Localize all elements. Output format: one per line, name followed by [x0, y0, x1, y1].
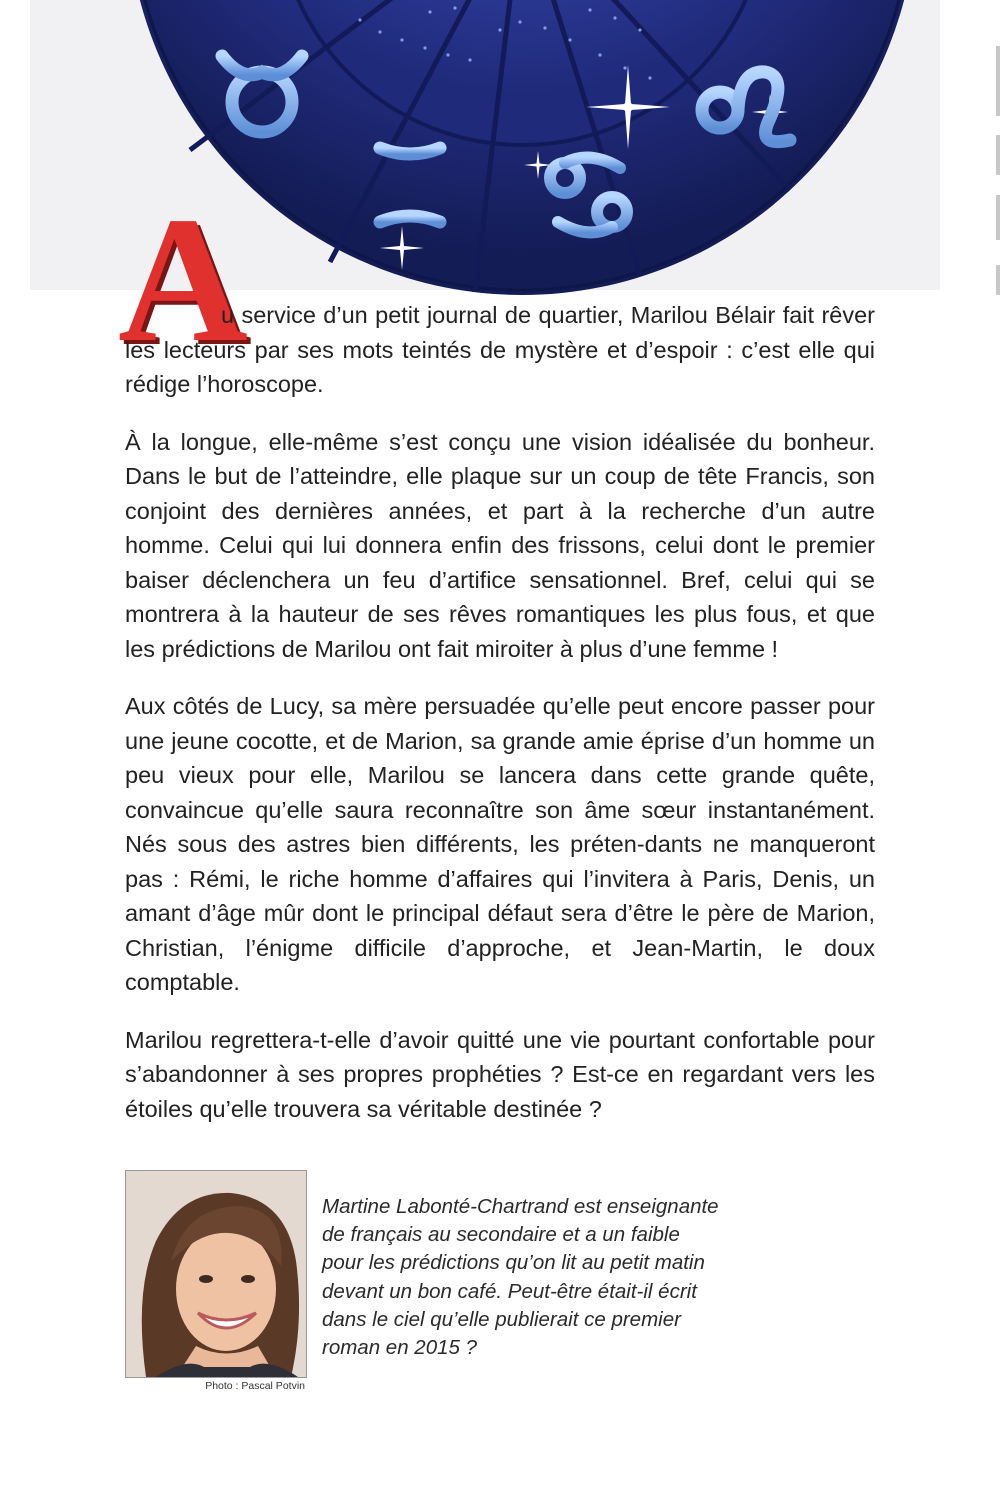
drop-cap-letter: A	[118, 180, 248, 379]
photo-credit: Photo : Pascal Potvin	[205, 1380, 305, 1392]
synopsis-paragraph-2: À la longue, elle-même s’est conçu une vision idéalisée du bonheur. Dans le but de l’atteindre, elle plaque sur un coup de tête Francis, son conjoint des dernières années, et part à la recherche d’un autre homme. Celui qui lui donnera enfin des frissons, celui dont le premier baiser déclenchera un feu d’artifice sensationnel. Bref, celui qui se montrera à la hauteur de ses rêves romantiques les plus fous, et que les prédictions de Marilou ont fait miroiter à plus d’une femme !	[125, 428, 875, 662]
synopsis-paragraph-3: Aux côtés de Lucy, sa mère persuadée qu’elle peut encore passer pour une jeune cocotte, et de Marion, sa grande amie éprise d’un homme un peu vieux pour elle, Marilou se lancera dans cette grande quête, convaincue qu’elle saura reconnaître son âme sœur instantanément. Nés sous des astres bien différents, les préten-dants ne manqueront pas : Rémi, le riche homme d’affaires qui l’invitera à Paris, Denis, un amant d’âge mûr dont le principal défaut sera d’être le père de Marion, Christian, l’énigme difficile d’approche, et Jean-Martin, le doux comptable.	[125, 693, 875, 995]
author-bio: Martine Labonté-Chartrand est enseignante de français au secondaire et a un faible pour les prédictions qu’on lit au petit matin devant un bon café. Peut-être était-il écrit dans le ciel qu’elle publierait ce premier roman en 2015 ?	[322, 1195, 719, 1360]
author-photo	[125, 1170, 307, 1378]
back-cover-synopsis	[125, 298, 875, 1149]
page-edge-marks	[994, 40, 1000, 300]
synopsis-paragraph-4: Marilou regrettera-t-elle d’avoir quitté une vie pourtant confortable pour s’abandonner à ses propres prophéties ? Est-ce en regardant vers les étoiles qu’elle trouvera sa véritable destinée ?	[125, 1026, 875, 1122]
synopsis-paragraph-1: u service d’un petit journal de quartier, Marilou Bélair fait rêver les lecteurs par ses mots teintés de mystère et d’espoir : c’est elle qui rédige l’horoscope.	[125, 302, 875, 397]
